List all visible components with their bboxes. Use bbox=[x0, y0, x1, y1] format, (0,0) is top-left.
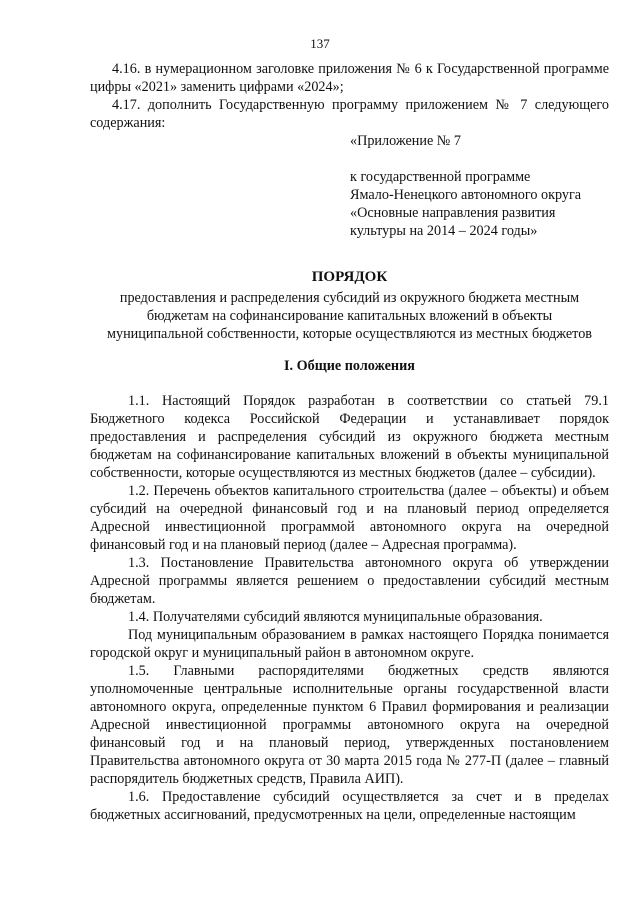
paragraph-1-4-definition: Под муниципальным образованием в рамках настоящего Порядка понимается городской округ и муниципальный район в автономном округе. bbox=[90, 627, 609, 661]
intro-paragraph-4-16: 4.16. в нумерационном заголовке приложения № 6 к Государственной программе цифры «2021» заменить цифрами «2024»; bbox=[90, 61, 609, 95]
appendix-line-2: Ямало-Ненецкого автономного округа bbox=[350, 187, 582, 203]
subtitle-line-1: предоставления и распределения субсидий из окружного бюджета местным bbox=[119, 290, 580, 306]
intro-block bbox=[90, 60, 609, 132]
section-title: I. Общие положения bbox=[284, 358, 415, 374]
paragraph-1-4: 1.4. Получателями субсидий являются муниципальные образования. bbox=[128, 609, 543, 625]
appendix-line-4: культуры на 2014 – 2024 годы» bbox=[350, 223, 538, 239]
appendix-caption bbox=[350, 168, 620, 240]
paragraph-1-5: 1.5. Главными распорядителями бюджетных средств являются уполномоченные центральные исполнительные органы государственной власти автономного округа, определенные пунктом 6 Правил формирования и реализации Адресной инвестиционной программы автономного округа на очередной финансовый год и на плановый период, утвержденных постановлением Правительства автономного округа от 30 марта 2015 года № 277-П (далее – главный распорядитель бюджетных средств, Правила АИП). bbox=[90, 663, 609, 787]
appendix-line-1: к государственной программе bbox=[350, 169, 531, 185]
document-subtitle bbox=[90, 289, 609, 343]
appendix-line-3: «Основные направления развития bbox=[350, 205, 556, 221]
page-number: 137 bbox=[310, 36, 330, 51]
paragraph-1-3: 1.3. Постановление Правительства автономного округа об утверждении Адресной программы является решением о предоставлении субсидий местным бюджетам. bbox=[90, 555, 609, 607]
appendix-label: «Приложение № 7 bbox=[350, 133, 461, 149]
subtitle-line-3: муниципальной собственности, которые осуществляются из местных бюджетов bbox=[107, 326, 592, 342]
body-block bbox=[90, 392, 609, 824]
paragraph-1-2: 1.2. Перечень объектов капитального строительства (далее – объекты) и объем субсидий на очередной финансовый год и на плановый период определяется Адресной инвестиционной программой автономного округа на очередной финансовый год и на плановый период (далее – Адресная программа). bbox=[90, 483, 609, 553]
subtitle-line-2: бюджетам на софинансирование капитальных вложений в объекты bbox=[146, 308, 553, 324]
document-title: ПОРЯДОК bbox=[311, 269, 388, 285]
paragraph-1-1: 1.1. Настоящий Порядок разработан в соответствии со статьей 79.1 Бюджетного кодекса Российской Федерации и устанавливает порядок предоставления и распределения субсидий из окружного бюджета местным бюджетам на софинансирование капитальных вложений в объекты муниципальной собственности, которые осуществляются из местных бюджетов (далее – субсидии). bbox=[90, 393, 609, 481]
intro-paragraph-4-17: 4.17. дополнить Государственную программу приложением № 7 следующего содержания: bbox=[90, 97, 609, 131]
paragraph-1-6: 1.6. Предоставление субсидий осуществляется за счет и в пределах бюджетных ассигнований, предусмотренных на цели, определенные настоящим bbox=[90, 789, 609, 823]
